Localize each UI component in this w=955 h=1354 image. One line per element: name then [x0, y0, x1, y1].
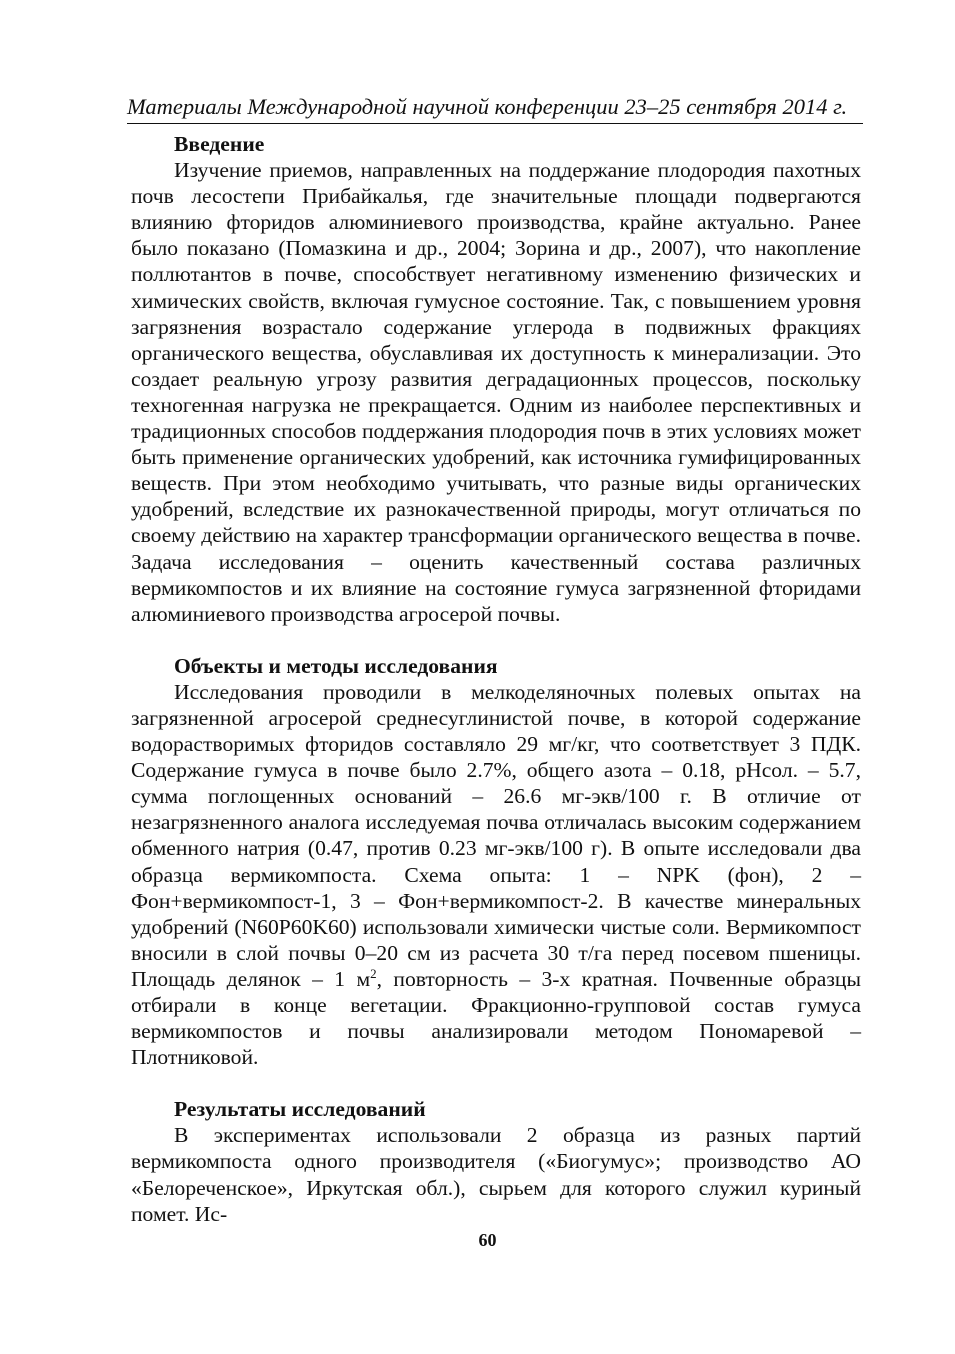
section-title-intro: Введение	[174, 132, 265, 156]
paragraph-intro: Изучение приемов, направленных на поддержание плодородия пахотных почв лесостепи Прибайкалья, где значительные площади подвергаются влиянию фторидов алюминиевого производства, крайне актуально. Ранее было показано (Помазкина и др., 2004; Зорина и др., 2007), что накопление поллютантов в почве, способствует негативному изменению физических и химических свойств, включая гумусное состояние. Так, с повышением уровня загрязнения возрастало содержание углерода в подвижных фракциях органического вещества, обуславливая их доступность к минерализации. Это создает реальную угрозу развития деградационных процессов, поскольку техногенная нагрузка не прекращается. Одним из наиболее перспективных и традиционных способов поддержания плодородия почв в этих условиях может быть применение органических удобрений, как источника гумифицированных веществ. При этом необходимо учитывать, что разные виды органических удобрений, вследствие их разнокачественной природы, могут отличаться по своему действию на характер трансформации органического вещества в почве. Задача исследования – оценить качественный состава различных вермикомпостов и их влияние на состояние гумуса загрязненной фторидами алюминиевого производства агросерой почвы.	[131, 158, 861, 626]
section-title-methods: Объекты и методы исследования	[174, 653, 498, 678]
paragraph-results: В экспериментах использовали 2 образца из разных партий вермикомпоста одного производителя («Биогумус»; производство АО «Белореченское», Иркутская обл.), сырьем для которого служил куриный помет. Ис-	[131, 1123, 861, 1226]
section-gap	[131, 627, 861, 653]
methods-text-part-2: , повторность – 3-х кратная. Почвенные образцы отбирали в конце вегетации. Фракционно-групповой состав гумуса вермикомпостов и почвы анализировали методом Пономаревой – Плотниковой.	[131, 966, 861, 1070]
superscript-squared: 2	[370, 965, 377, 981]
page-number: 60	[478, 1230, 497, 1250]
methods-text-part-1: Исследования проводили в мелкоделяночных полевых опытах на загрязненной агросерой среднесуглинистой почве, в которой содержание водорастворимых фторидов составляло 29 мг/кг, что соответствует 3 ПДК. Содержание гумуса в почве было 2.7%, общего азота – 0.18, pHсол. – 5.7, сумма поглощенных оснований – 26.6 мг-экв/100 г. В отличие от незагрязненного аналога исследуемая почва отличалась высоким содержанием обменного натрия (0.47, против 0.23 мг-экв/100 г). В опыте исследовали два образца вермикомпоста. Схема опыта: 1 – NPK (фон), 2 – Фон+вермикомпост-1, 3 – Фон+вермикомпост-2. В качестве минеральных удобрений (N60P60K60) использовали химически чистые соли. Вермикомпост вносили в слой почвы 0–20 см из расчета 30 т/га перед посевом пшеницы. Площадь делянок – 1 м	[131, 679, 861, 991]
section-title-results: Результаты исследований	[174, 1097, 426, 1122]
header-rule	[127, 123, 863, 124]
section-gap	[131, 1070, 861, 1096]
running-header: Материалы Международной научной конференции 23–25 сентября 2014 г.	[127, 94, 848, 119]
paragraph-methods	[131, 679, 861, 1070]
page-body	[131, 131, 861, 1227]
